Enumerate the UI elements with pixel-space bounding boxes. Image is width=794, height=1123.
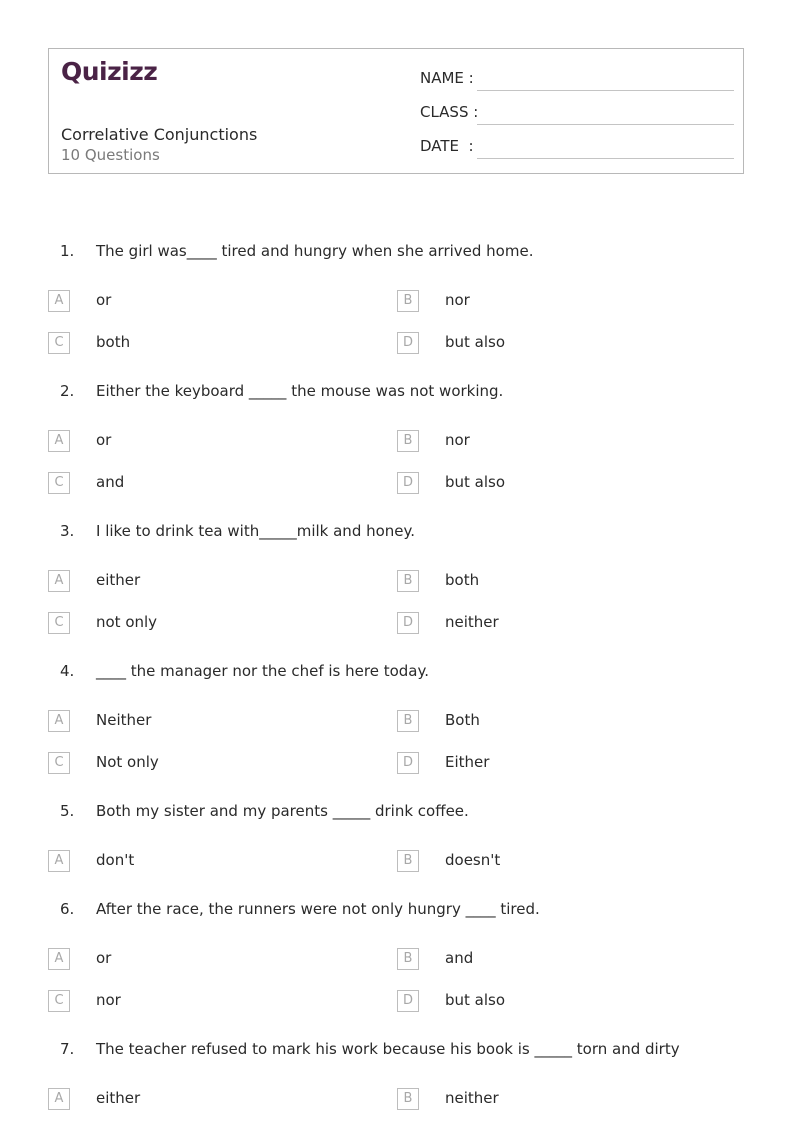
option-text: but also [445,473,506,491]
name-field [420,69,734,93]
option-text: nor [445,291,470,309]
question-text: Both my sister and my parents _____ drink coffee. [96,802,469,820]
option-text: but also [445,991,506,1009]
option-text: either [96,1089,141,1107]
option-text: Either [445,753,490,771]
question-text: The girl was____ tired and hungry when she arrived home. [96,242,534,260]
option-letter-box[interactable]: A [48,948,70,970]
option-letter-box[interactable]: A [48,570,70,592]
option-letter-box[interactable]: B [397,710,419,732]
question-number: 6. [60,900,75,918]
option-text: neither [445,1089,499,1107]
option-text: or [96,431,112,449]
option-text: not only [96,613,158,631]
option-letter-box[interactable]: D [397,990,419,1012]
option-letter-box[interactable]: A [48,850,70,872]
option-text: both [445,571,480,589]
option-letter-box[interactable]: B [397,430,419,452]
option-text: neither [445,613,499,631]
question-text: I like to drink tea with_____milk and honey. [96,522,416,540]
question-text: After the race, the runners were not only hungry ____ tired. [96,900,540,918]
question-number: 7. [60,1040,75,1058]
option-letter-box[interactable]: B [397,850,419,872]
question-number: 3. [60,522,75,540]
worksheet-header [48,48,744,174]
option-text: but also [445,333,506,351]
question-count: 10 Questions [61,146,160,164]
option-text: doesn't [445,851,501,869]
question-text: ____ the manager nor the chef is here today. [96,662,429,680]
option-text: both [96,333,131,351]
quizizz-logo: Quizizz [61,57,158,86]
option-letter-box[interactable]: B [397,570,419,592]
option-text: don't [96,851,135,869]
option-letter-box[interactable]: C [48,472,70,494]
option-text: Both [445,711,480,729]
option-text: or [96,949,112,967]
question-text: Either the keyboard _____ the mouse was not working. [96,382,504,400]
option-letter-box[interactable]: D [397,752,419,774]
date-field [420,137,734,161]
option-letter-box[interactable]: C [48,752,70,774]
question-text: The teacher refused to mark his work because his book is _____ torn and dirty [96,1040,680,1058]
option-letter-box[interactable]: B [397,290,419,312]
option-letter-box[interactable]: A [48,1088,70,1110]
option-letter-box[interactable]: D [397,332,419,354]
class-label: CLASS : [420,103,479,121]
option-letter-box[interactable]: D [397,612,419,634]
worksheet-title: Correlative Conjunctions [61,125,258,144]
option-text: Not only [96,753,159,771]
option-text: and [445,949,474,967]
option-letter-box[interactable]: A [48,710,70,732]
option-text: nor [96,991,121,1009]
option-letter-box[interactable]: D [397,472,419,494]
question-number: 2. [60,382,75,400]
option-text: and [96,473,125,491]
class-field [420,103,734,127]
option-letter-box[interactable]: C [48,990,70,1012]
date-line[interactable] [477,158,734,159]
question-number: 1. [60,242,75,260]
option-letter-box[interactable]: C [48,612,70,634]
name-line[interactable] [477,90,734,91]
option-letter-box[interactable]: A [48,430,70,452]
option-letter-box[interactable]: A [48,290,70,312]
name-label: NAME : [420,69,474,87]
question-number: 5. [60,802,75,820]
option-letter-box[interactable]: B [397,948,419,970]
option-letter-box[interactable]: B [397,1088,419,1110]
option-letter-box[interactable]: C [48,332,70,354]
option-text: nor [445,431,470,449]
option-text: either [96,571,141,589]
question-number: 4. [60,662,75,680]
option-text: Neither [96,711,152,729]
date-label: DATE : [420,137,474,155]
option-text: or [96,291,112,309]
class-line[interactable] [477,124,734,125]
